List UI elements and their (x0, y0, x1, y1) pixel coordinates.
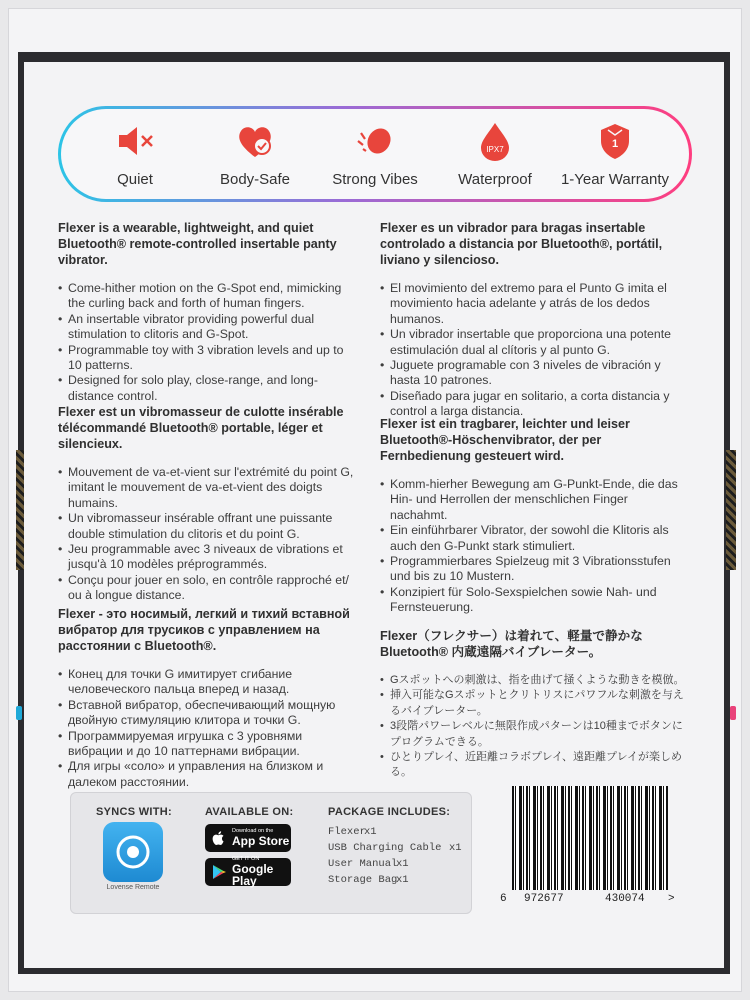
google-play-badge[interactable] (205, 858, 291, 886)
feature-label: Body-Safe (219, 170, 291, 188)
english-heading: Flexer is a wearable, lightweight, and quiet Bluetooth® remote-controlled insertable panty vibrator. (58, 221, 337, 267)
vibration-icon (355, 121, 395, 161)
spanish-heading: Flexer es un vibrador para bragas insertable controlado a distancia por Bluetooth®, portátil, liviano y silencioso. (380, 221, 663, 267)
list-item: • Ein einführbarer Vibrator, der sowohl die Klitoris als auch den G-Punkt stark stimuliert. (380, 523, 686, 554)
heart-check-icon (235, 121, 275, 161)
list-item: • Diseñado para jugar en solitario, a corta distancia y control a larga distancia. (380, 389, 686, 420)
apple-icon (211, 830, 227, 846)
barcode-lead-digit: 6 (500, 893, 507, 905)
list-item: • Конец для точки G имитирует сгибание человеческого пальца вперед и назад. (58, 667, 358, 698)
google-play-icon (211, 864, 227, 880)
package-item-qty: x1 (364, 826, 377, 838)
french-section (58, 404, 358, 604)
package-item-qty: x1 (449, 842, 462, 854)
barcode-left-digits: 972677 (524, 893, 564, 905)
shield-icon (595, 121, 635, 161)
feature-bar (58, 106, 692, 202)
list-item: • El movimiento del extremo para el Punto G imita el movimiento hacia adelante y atrás de los dedos humanos. (380, 281, 686, 327)
water-drop-icon (475, 121, 515, 161)
appstore-text: App Store (232, 833, 290, 848)
list-item: • ひとりプレイ、近距離コラボプレイ、遠距離プレイが楽しめる。 (380, 750, 686, 781)
feature-label: Quiet (117, 170, 153, 188)
list-item: • Программируемая игрушка с 3 уровнями вибрации и до 10 паттернами вибрации. (58, 729, 358, 760)
pink-mark (730, 706, 736, 720)
feature-waterproof (437, 121, 553, 188)
russian-heading: Flexer - это носимый, легкий и тихий вставной вибратор для трусиков с управлением на расстоянии с Bluetooth®. (58, 607, 350, 653)
list-item: • 3段階パワーレベルに無限作成パターンは10種までボタンにプログラムできる。 (380, 719, 686, 750)
package-item-name: Storage Bag (328, 874, 398, 886)
german-heading: Flexer ist ein tragbarer, leichter und leiser Bluetooth®-Höschenvibrator, der per Fernbedienung gesteuert wird. (380, 417, 630, 463)
list-item: • Juguete programable con 3 niveles de vibración y hasta 10 patrones. (380, 358, 686, 389)
lovense-remote-app-icon[interactable] (103, 822, 163, 882)
package-item (328, 858, 409, 870)
app-logo-icon (113, 832, 153, 872)
feature-body-safe (197, 121, 313, 188)
list-item: • Mouvement de va-et-vient sur l'extrémité du point G, imitant le mouvement de va-et-vient des doigts humains. (58, 465, 358, 511)
feature-label: 1-Year Warranty (560, 170, 670, 188)
package-item-name: USB Charging Cable (328, 842, 442, 854)
list-item: • Для игры «соло» и управления на близком и далеком расстоянии. (58, 759, 358, 790)
barcode-trail-mark: > (668, 893, 675, 905)
german-section (380, 416, 686, 616)
list-item: • Komm-hierher Bewegung am G-Punkt-Ende, die das Hin- und Herrollen der menschlichen Finger nachahmt. (380, 477, 686, 523)
russian-section (58, 606, 358, 790)
box-side-strip-right (726, 450, 736, 570)
package-item (328, 874, 409, 886)
package-item-name: User Manual (328, 858, 398, 870)
package-item-qty: x1 (396, 858, 409, 870)
feature-strong-vibes (317, 121, 433, 188)
available-on-label: AVAILABLE ON: (205, 806, 294, 818)
japanese-section (380, 628, 686, 781)
feature-label: Strong Vibes (332, 170, 418, 188)
list-item: • Come-hither motion on the G-Spot end, mimicking the curling back and forth of human fingers. (58, 281, 358, 312)
syncs-with-label: SYNCS WITH: (96, 806, 173, 818)
blue-mark (16, 706, 22, 720)
list-item: • An insertable vibrator providing powerful dual stimulation to clitoris and G-Spot. (58, 312, 358, 343)
french-heading: Flexer est un vibromasseur de culotte insérable télécommandé Bluetooth® portable, léger et silencieux. (58, 405, 344, 451)
list-item: • 挿入可能なGスポットとクリトリスにパワフルな刺激を与えるバイブレーター。 (380, 688, 686, 719)
list-item: • Un vibromasseur insérable offrant une puissante double stimulation du clitoris et du point G. (58, 511, 358, 542)
list-item: • Jeu programmable avec 3 niveaux de vibrations et jusqu'à 10 modèles préprogrammés. (58, 542, 358, 573)
barcode (512, 786, 668, 890)
list-item: • Вставной вибратор, обеспечивающий мощную двойную стимуляцию клитора и точки G. (58, 698, 358, 729)
list-item: • Programmierbares Spielzeug mit 3 Vibrationsstufen und bis zu 10 Mustern. (380, 554, 686, 585)
ipx7-badge: IPX7 (486, 144, 504, 154)
feature-warranty (557, 121, 673, 188)
japanese-heading: Flexer（フレクサー）は着れて、軽量で静かなBluetooth® 内蔵遠隔バイブレーター。 (380, 629, 643, 659)
package-item (328, 842, 462, 854)
feature-label: Waterproof (458, 170, 532, 188)
package-includes-label: PACKAGE INCLUDES: (328, 806, 451, 818)
speaker-mute-icon (115, 121, 155, 161)
list-item: • Gスポットへの刺激は、指を曲げて掻くような動きを模倣。 (380, 673, 686, 688)
appstore-small-text: Download on the (232, 828, 274, 835)
spanish-section (380, 220, 686, 420)
warranty-badge: 1 (611, 137, 619, 150)
app-store-badge[interactable] (205, 824, 291, 852)
package-item-name: Flexer (328, 826, 366, 838)
list-item: • Conçu pour jouer en solo, en contrôle rapproché et/ ou à longue distance. (58, 573, 358, 604)
feature-quiet (77, 121, 193, 188)
english-section (58, 220, 358, 404)
googleplay-text: Google Play (232, 861, 274, 888)
list-item: • Designed for solo play, close-range, and long-distance control. (58, 373, 358, 404)
barcode-right-digits: 430074 (605, 893, 645, 905)
package-item (328, 826, 377, 838)
package-item-qty: x1 (396, 874, 409, 886)
list-item: • Un vibrador insertable que proporciona una potente estimulación dual al clítoris y al punto G. (380, 327, 686, 358)
list-item: • Programmable toy with 3 vibration levels and up to 10 patterns. (58, 343, 358, 374)
list-item: • Konzipiert für Solo-Sexspielchen sowie Nah- und Fernsteuerung. (380, 585, 686, 616)
googleplay-small-text: GET IT ON (232, 856, 260, 863)
app-name: Lovense Remote (106, 884, 160, 891)
